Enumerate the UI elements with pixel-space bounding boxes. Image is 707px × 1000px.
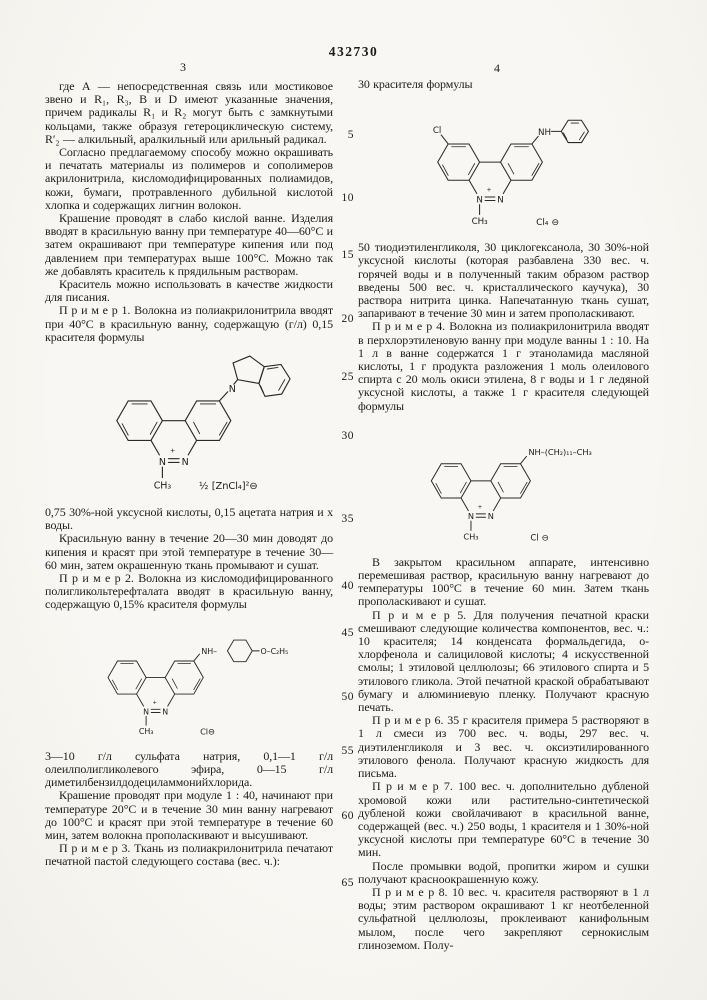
line-number: 55 xyxy=(341,745,354,757)
nitrogen-label: N xyxy=(496,195,504,206)
chemical-structure-dye-2 xyxy=(64,621,314,743)
page-number-right: 4 xyxy=(494,61,500,75)
paragraph: П р и м е р 7. 100 вес. ч. дополнительно дубленой хромовой кожи или растительно-синтетической дубленой кожи свойлачивают в красильной ванне, содержащей (вес. ч.) 250 воды, 1 красителя и 1 30%-ной уксусной кислоты при температуре 60°С в течение 30 мин. xyxy=(358,779,649,860)
line-number: 60 xyxy=(341,810,354,822)
paragraph: 30 красителя формулы xyxy=(358,77,473,91)
line-number: 30 xyxy=(341,430,354,442)
alkylamine-label: NH–(CH₂)₁₁–CH₃ xyxy=(527,446,592,457)
nitrogen-plus-label: N xyxy=(158,456,166,468)
line-number: 45 xyxy=(341,627,354,639)
chloro-label: Cl xyxy=(432,126,441,137)
right-column xyxy=(358,78,649,952)
charge-plus-label: + xyxy=(486,186,491,194)
line-number: 35 xyxy=(341,513,354,525)
counter-ion-label: ½ [ZnCl₄]²⊖ xyxy=(198,481,258,493)
methyl-label: CH₃ xyxy=(138,726,154,736)
paragraph: 0,75 30%-ной уксусной кислоты, 0,15 ацетата натрия и х воды. xyxy=(45,505,333,533)
chemical-structure-dye-3 xyxy=(399,100,609,234)
counter-ion-label: Cl⊖ xyxy=(200,726,215,737)
chemical-structure-dye-1 xyxy=(75,353,303,499)
nitrogen-plus-label: N xyxy=(143,707,150,717)
paragraph: Красильную ванну в течение 20—30 мин доводят до кипения и красят при этой температуре в течение 30—60 мин, затем окрашенную ткань промывают и сушат. xyxy=(45,531,333,572)
nitrogen-label: N xyxy=(162,707,169,717)
line-number: 65 xyxy=(341,877,354,889)
line-number-gutter xyxy=(331,0,354,1000)
patent-number: 432730 xyxy=(328,44,379,59)
nitrogen-label: N xyxy=(181,456,189,468)
paragraph: П р и м е р 5. Для получения печатной краски смешивают следующие количества компонентов, вес. ч.: 10 красителя; 14 конденсата формальдегида, о-хлорфенола и салициловой кислоты; 4 искусственной смолы; 1 этиловой целлюлозы; 66 этилового спирта и 5 этилового гликола. Этой печатной краской обрабатывают бумагу и алюминиевую пленку. Получают красную печать. xyxy=(358,607,649,715)
counter-ion-label: Cl₄ ⊖ xyxy=(535,218,559,229)
methyl-label: CH₃ xyxy=(153,480,172,492)
charge-plus-label: + xyxy=(152,699,157,706)
line-number: 15 xyxy=(341,249,354,261)
line-number: 5 xyxy=(347,129,354,141)
nitrogen-plus-label: N xyxy=(475,195,483,206)
paragraph: Согласно предлагаемому способу можно окрашивать и печатать материалы из полимеров и сополимеров акрилонитрила, кисломодифицированных полиамидов, кожи, бумаги, протравленного дубильной кислотой хлопка и содержащих лигнин волокон. xyxy=(45,145,333,212)
line-number: 25 xyxy=(341,371,354,383)
charge-plus-label: + xyxy=(477,504,482,511)
line-number: 20 xyxy=(341,313,354,325)
paragraph: П р и м е р 6. 35 г красителя примера 5 растворяют в 1 л смеси из 700 вес. ч. воды, 297 вес. ч. диэтиленгликоля и 3 вес. ч. оксиэтилированного этилового фенола. Получают красную жидкость для письма. xyxy=(358,713,649,781)
paragraph: П р и м е р 4. Волокна из полиакрилонитрила вводят в перхлорэтиленовую ванну при модуле ванны 1 : 10. На 1 л в ванне содержатся 1 г этаноламида масляной кислоты, 1 г продукта разложения 1 моль олеилового спирта с 20 моль окиси этилена, 8 г воды и 1 г ледяной уксусной кислоты, а также 1 г красителя следующей формулы xyxy=(358,319,649,413)
paragraph: П р и м е р 2. Волокна из кисломодифицированного полигликольтерефталата вводят в красильную ванну, содержащую 0,15% красителя формулы xyxy=(45,571,333,612)
ether-label: O–C₂H₅ xyxy=(260,646,289,656)
left-column xyxy=(45,80,333,869)
paragraph: где А — непосредственная связь или мостиковое звено и R₁, R₃, В и D имеют указанные значения, причем радикалы R₁ и R₂ могут быть с замкнутыми кольцами, также образуя гетероциклическую систему, R′₂ — алкильный, аралкильный или арильный радикал. xyxy=(45,79,333,146)
paragraph: 3—10 г/л сульфата натрия, 0,1—1 г/л олеилполигликолевого эфира, 0—15 г/л диметилбензилдодециламмонийхлорида. xyxy=(45,748,333,790)
paragraph: Крашение проводят при модуле 1 : 40, начинают при температуре 20°С и в течение 30 мин ванну нагревают до 100°С и красят при этой температуре в течение 60 мин, затем волокна прополаскивают и высушивают. xyxy=(45,788,333,842)
page-number-left: 3 xyxy=(180,60,186,74)
amine-nh-label: NH– xyxy=(201,646,218,656)
amine-n-label: N xyxy=(228,383,236,395)
methyl-label: CH₃ xyxy=(471,217,488,228)
counter-ion-label: Cl ⊖ xyxy=(529,533,549,544)
line-number: 40 xyxy=(341,580,354,592)
line-number: 50 xyxy=(341,691,354,703)
line-number: 10 xyxy=(341,192,354,204)
paragraph: 50 тиодиэтиленгликоля, 30 циклогексанола, 30 30%-ной уксусной кислоты (которая разбавлена 330 вес. ч. горячей воды и в полученный таким образом раствор введены 500 вес. ч. кристаллического каучука), 30 раствора нитрита цинка. Напечатанную ткань сушат, запаривают в течение 30 мин и затем прополаскивают. xyxy=(358,240,649,321)
paragraph: После промывки водой, пропитки жиром и сушки получают красноокрашенную кожу. xyxy=(358,858,649,886)
paragraph: П р и м е р 1. Волокна из полиакрилонитрила вводят при 40°С в красильную ванну, содержащую (г/л) 0,15 красителя формулы xyxy=(45,303,333,344)
nitrogen-plus-label: N xyxy=(467,511,474,522)
amine-nh-label: NH xyxy=(537,128,551,139)
paragraph: Крашение проводят в слабо кислой ванне. Изделия вводят в красильную ванну при температуре 40—60°С и затем окрашивают при температуре кипения или под давлением при температурах выше 100°С. Можно так же добавлять краситель к прядильным растворам. xyxy=(45,211,333,278)
paragraph: В закрытом красильном аппарате, интенсивно перемешивая раствор, красильную ванну нагревают до температуры 100°С в течение 60 мин. Затем ткань прополаскивают и сушат. xyxy=(358,554,649,609)
charge-plus-label: + xyxy=(170,446,176,455)
chemical-structure-dye-4 xyxy=(395,422,613,549)
paragraph: П р и м е р 8. 10 вес. ч. красителя растворяют в 1 л воды; этим раствором окрашивают 1 кг неотбеленной сульфатной целлюлозы, проклеивают канифольным мылом, после чего закрепляют сернокислым глиноземом. Полу- xyxy=(358,884,649,952)
nitrogen-label: N xyxy=(487,511,494,522)
paragraph: Краситель можно использовать в качестве жидкости для писания. xyxy=(45,277,333,305)
methyl-label: CH₃ xyxy=(462,531,479,542)
paragraph: П р и м е р 3. Ткань из полиакрилонитрила печатают печатной пастой следующего состава (вес. ч.): xyxy=(45,841,333,869)
